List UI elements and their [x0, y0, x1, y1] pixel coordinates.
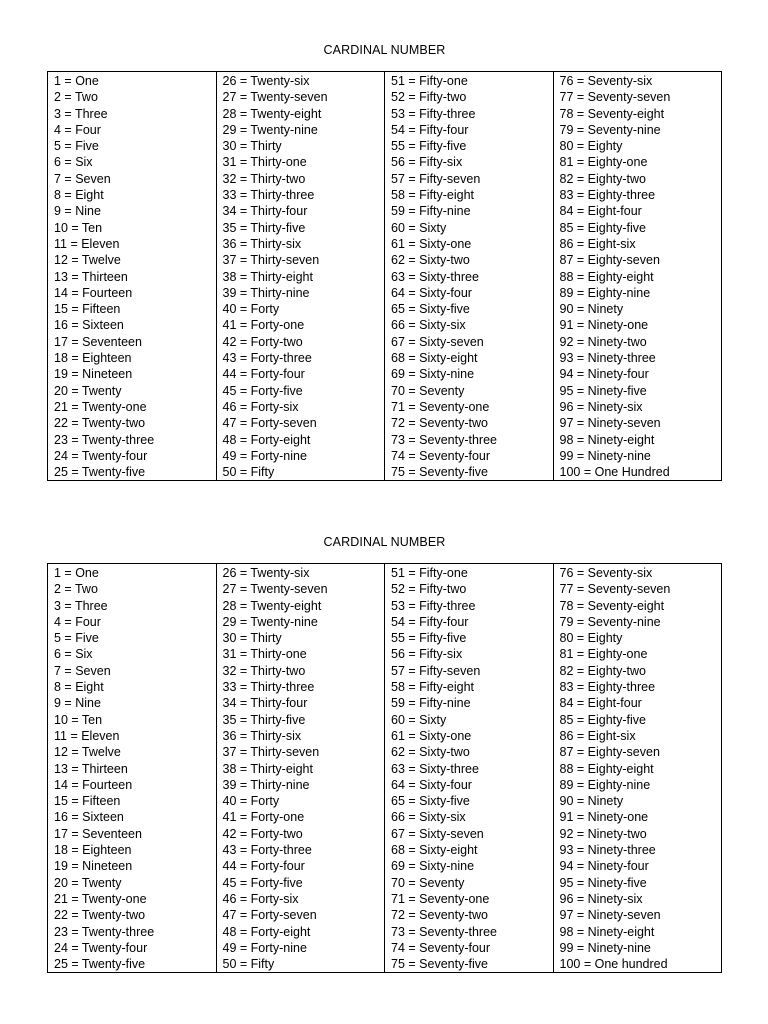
table-cell: 67 = Sixty-seven	[391, 334, 484, 349]
table-cell: 42 = Forty-two	[222, 334, 303, 349]
table-cell: 42 = Forty-two	[222, 826, 303, 841]
number-table	[47, 71, 722, 481]
table-cell: 88 = Eighty-eight	[559, 761, 654, 776]
table-cell: 77 = Seventy-seven	[559, 582, 671, 597]
table-cell: 13 = Thirteen	[54, 761, 128, 776]
table-cell: 88 = Eighty-eight	[559, 269, 654, 284]
table-cell: 81 = Eighty-one	[559, 647, 648, 662]
table-cell: 12 = Twelve	[54, 253, 121, 268]
table-cell: 76 = Seventy-six	[559, 74, 653, 88]
table-cell: 18 = Eighteen	[54, 843, 132, 858]
table-cell: 32 = Thirty-two	[222, 663, 306, 678]
table-cell: 67 = Sixty-seven	[391, 826, 484, 841]
table-cell: 53 = Fifty-three	[391, 598, 476, 613]
table-cell: 41 = Forty-one	[222, 318, 305, 333]
table-cell: 2 = Two	[54, 582, 98, 597]
table-cell: 20 = Twenty	[54, 875, 122, 890]
table-cell: 59 = Fifty-nine	[391, 696, 471, 711]
table-cell: 23 = Twenty-three	[54, 432, 155, 447]
table-cell: 77 = Seventy-seven	[559, 90, 671, 105]
table-cell: 40 = Forty	[222, 794, 280, 809]
table-cell: 46 = Forty-six	[222, 399, 299, 414]
table-cell: 99 = Ninety-nine	[559, 940, 651, 955]
table-cell: 40 = Forty	[222, 302, 280, 317]
table-cell: 37 = Thirty-seven	[222, 253, 320, 268]
cardinal-number-section-2	[47, 534, 722, 973]
table-cell: 84 = Eight-four	[559, 696, 642, 711]
table-cell: 32 = Thirty-two	[222, 171, 306, 186]
table-cell: 70 = Seventy	[391, 383, 465, 398]
table-cell: 60 = Sixty	[391, 220, 447, 235]
table-cell: 68 = Sixty-eight	[391, 843, 478, 858]
table-cell: 27 = Twenty-seven	[222, 582, 328, 597]
table-cell: 58 = Fifty-eight	[391, 680, 475, 695]
table-cell: 90 = Ninety	[559, 302, 624, 317]
table-cell: 22 = Twenty-two	[54, 416, 146, 431]
number-table	[47, 563, 722, 973]
table-cell: 15 = Fifteen	[54, 302, 121, 317]
table-cell: 10 = Ten	[54, 712, 103, 727]
table-cell: 59 = Fifty-nine	[391, 204, 471, 219]
table-cell: 66 = Sixty-six	[391, 810, 466, 825]
table-cell: 86 = Eight-six	[559, 728, 636, 743]
table-cell: 9 = Nine	[54, 204, 101, 219]
table-cell: 28 = Twenty-eight	[222, 598, 322, 613]
table-cell: 4 = Four	[54, 614, 101, 629]
table-cell: 12 = Twelve	[54, 745, 121, 760]
table-cell: 74 = Seventy-four	[391, 940, 491, 955]
table-cell: 49 = Forty-nine	[222, 448, 307, 463]
table-cell: 47 = Forty-seven	[222, 908, 317, 923]
table-cell: 58 = Fifty-eight	[391, 188, 475, 203]
table-cell: 85 = Eighty-five	[559, 712, 647, 727]
table-cell: 4 = Four	[54, 122, 101, 137]
table-cell: 3 = Three	[54, 106, 108, 121]
table-cell: 95 = Ninety-five	[559, 383, 647, 398]
table-cell: 49 = Forty-nine	[222, 940, 307, 955]
table-cell: 61 = Sixty-one	[391, 728, 472, 743]
table-cell: 3 = Three	[54, 598, 108, 613]
table-cell: 45 = Forty-five	[222, 875, 303, 890]
table-cell: 60 = Sixty	[391, 712, 447, 727]
table-cell: 83 = Eighty-three	[559, 680, 656, 695]
table-cell: 23 = Twenty-three	[54, 924, 155, 939]
table-cell: 44 = Forty-four	[222, 859, 305, 874]
table-cell: 21 = Twenty-one	[54, 399, 147, 414]
table-cell: 39 = Thirty-nine	[222, 285, 310, 300]
table-cell: 19 = Nineteen	[54, 367, 133, 382]
table-cell: 75 = Seventy-five	[391, 465, 488, 480]
table-cell: 71 = Seventy-one	[391, 399, 490, 414]
table-column-3	[385, 72, 554, 480]
table-cell: 56 = Fifty-six	[391, 155, 463, 170]
table-cell: 20 = Twenty	[54, 383, 122, 398]
table-cell: 81 = Eighty-one	[559, 155, 648, 170]
table-cell: 97 = Ninety-seven	[559, 908, 661, 923]
table-cell: 63 = Sixty-three	[391, 761, 479, 776]
table-cell: 36 = Thirty-six	[222, 728, 302, 743]
table-cell: 11 = Eleven	[54, 728, 120, 743]
table-cell: 94 = Ninety-four	[559, 367, 649, 382]
table-cell: 99 = Ninety-nine	[559, 448, 651, 463]
table-cell: 37 = Thirty-seven	[222, 745, 320, 760]
table-cell: 55 = Fifty-five	[391, 631, 467, 646]
table-cell: 61 = Sixty-one	[391, 236, 472, 251]
table-cell: 46 = Forty-six	[222, 891, 299, 906]
table-cell: 76 = Seventy-six	[559, 566, 653, 580]
table-cell: 34 = Thirty-four	[222, 696, 308, 711]
table-cell: 14 = Fourteen	[54, 285, 133, 300]
table-column-1	[48, 564, 217, 972]
table-cell: 31 = Thirty-one	[222, 647, 307, 662]
table-cell: 73 = Seventy-three	[391, 432, 497, 447]
table-cell: 24 = Twenty-four	[54, 940, 148, 955]
table-cell: 35 = Thirty-five	[222, 712, 306, 727]
table-cell: 93 = Ninety-three	[559, 843, 656, 858]
table-column-2	[217, 564, 386, 972]
table-cell: 87 = Eighty-seven	[559, 253, 660, 268]
table-cell: 39 = Thirty-nine	[222, 777, 310, 792]
table-cell: 51 = Fifty-one	[391, 566, 468, 580]
table-cell: 85 = Eighty-five	[559, 220, 647, 235]
table-cell: 84 = Eight-four	[559, 204, 642, 219]
table-cell: 19 = Nineteen	[54, 859, 133, 874]
table-cell: 64 = Sixty-four	[391, 777, 472, 792]
table-cell: 1 = One	[54, 74, 99, 88]
table-cell: 69 = Sixty-nine	[391, 367, 475, 382]
table-cell: 10 = Ten	[54, 220, 103, 235]
table-cell: 30 = Thirty	[222, 139, 282, 154]
table-cell: 14 = Fourteen	[54, 777, 133, 792]
table-cell: 33 = Thirty-three	[222, 188, 315, 203]
table-cell: 69 = Sixty-nine	[391, 859, 475, 874]
table-cell: 87 = Eighty-seven	[559, 745, 660, 760]
table-cell: 29 = Twenty-nine	[222, 614, 318, 629]
table-cell: 62 = Sixty-two	[391, 253, 470, 268]
table-cell: 11 = Eleven	[54, 236, 120, 251]
table-cell: 72 = Seventy-two	[391, 416, 488, 431]
table-cell: 16 = Sixteen	[54, 810, 124, 825]
table-cell: 78 = Seventy-eight	[559, 106, 665, 121]
table-column-3	[385, 564, 554, 972]
table-cell: 89 = Eighty-nine	[559, 777, 651, 792]
table-cell: 47 = Forty-seven	[222, 416, 317, 431]
table-cell: 50 = Fifty	[222, 465, 275, 480]
table-cell: 48 = Forty-eight	[222, 432, 311, 447]
table-cell: 52 = Fifty-two	[391, 582, 467, 597]
table-cell: 91 = Ninety-one	[559, 810, 649, 825]
table-cell: 25 = Twenty-five	[54, 465, 146, 480]
table-cell: 57 = Fifty-seven	[391, 171, 481, 186]
table-cell: 1 = One	[54, 566, 99, 580]
table-cell: 78 = Seventy-eight	[559, 598, 665, 613]
table-cell: 80 = Eighty	[559, 631, 623, 646]
table-cell: 96 = Ninety-six	[559, 399, 643, 414]
table-cell: 86 = Eight-six	[559, 236, 636, 251]
table-cell: 82 = Eighty-two	[559, 171, 647, 186]
table-cell: 56 = Fifty-six	[391, 647, 463, 662]
table-column-1	[48, 72, 217, 480]
table-cell: 27 = Twenty-seven	[222, 90, 328, 105]
table-cell: 73 = Seventy-three	[391, 924, 497, 939]
table-cell: 33 = Thirty-three	[222, 680, 315, 695]
table-cell: 65 = Sixty-five	[391, 302, 470, 317]
table-cell: 15 = Fifteen	[54, 794, 121, 809]
table-cell: 16 = Sixteen	[54, 318, 124, 333]
table-cell: 75 = Seventy-five	[391, 957, 488, 972]
table-cell: 25 = Twenty-five	[54, 957, 146, 972]
table-cell: 66 = Sixty-six	[391, 318, 466, 333]
table-cell: 35 = Thirty-five	[222, 220, 306, 235]
table-cell: 71 = Seventy-one	[391, 891, 490, 906]
table-column-4	[554, 72, 722, 480]
table-cell: 95 = Ninety-five	[559, 875, 647, 890]
table-cell: 55 = Fifty-five	[391, 139, 467, 154]
section-title: CARDINAL NUMBER	[323, 535, 446, 549]
table-cell: 92 = Ninety-two	[559, 826, 647, 841]
table-cell: 38 = Thirty-eight	[222, 761, 313, 776]
cardinal-number-section-1	[47, 42, 722, 481]
table-cell: 89 = Eighty-nine	[559, 285, 651, 300]
table-cell: 97 = Ninety-seven	[559, 416, 661, 431]
table-cell: 26 = Twenty-six	[222, 74, 310, 88]
table-cell: 5 = Five	[54, 631, 99, 646]
table-cell: 79 = Seventy-nine	[559, 122, 661, 137]
table-cell: 31 = Thirty-one	[222, 155, 307, 170]
table-cell: 44 = Forty-four	[222, 367, 305, 382]
table-cell: 53 = Fifty-three	[391, 106, 476, 121]
table-cell: 54 = Fifty-four	[391, 122, 469, 137]
table-cell: 83 = Eighty-three	[559, 188, 656, 203]
table-cell: 13 = Thirteen	[54, 269, 128, 284]
table-cell: 93 = Ninety-three	[559, 351, 656, 366]
table-cell: 18 = Eighteen	[54, 351, 132, 366]
table-cell: 92 = Ninety-two	[559, 334, 647, 349]
table-cell: 8 = Eight	[54, 680, 104, 695]
table-cell: 48 = Forty-eight	[222, 924, 311, 939]
table-cell: 30 = Thirty	[222, 631, 282, 646]
table-cell: 17 = Seventeen	[54, 826, 142, 841]
table-cell: 34 = Thirty-four	[222, 204, 308, 219]
table-cell: 65 = Sixty-five	[391, 794, 470, 809]
table-cell: 45 = Forty-five	[222, 383, 303, 398]
table-cell: 38 = Thirty-eight	[222, 269, 313, 284]
table-cell: 36 = Thirty-six	[222, 236, 302, 251]
section-title: CARDINAL NUMBER	[323, 43, 446, 57]
table-cell: 100 = One hundred	[559, 957, 668, 972]
table-cell: 57 = Fifty-seven	[391, 663, 481, 678]
table-cell: 70 = Seventy	[391, 875, 465, 890]
table-cell: 72 = Seventy-two	[391, 908, 488, 923]
table-cell: 41 = Forty-one	[222, 810, 305, 825]
table-cell: 22 = Twenty-two	[54, 908, 146, 923]
table-cell: 64 = Sixty-four	[391, 285, 472, 300]
table-cell: 63 = Sixty-three	[391, 269, 479, 284]
table-cell: 62 = Sixty-two	[391, 745, 470, 760]
table-cell: 100 = One Hundred	[559, 465, 670, 480]
table-cell: 68 = Sixty-eight	[391, 351, 478, 366]
table-cell: 96 = Ninety-six	[559, 891, 643, 906]
table-cell: 5 = Five	[54, 139, 99, 154]
table-cell: 50 = Fifty	[222, 957, 275, 972]
table-cell: 94 = Ninety-four	[559, 859, 649, 874]
table-cell: 54 = Fifty-four	[391, 614, 469, 629]
table-cell: 2 = Two	[54, 90, 98, 105]
table-cell: 29 = Twenty-nine	[222, 122, 318, 137]
table-cell: 17 = Seventeen	[54, 334, 142, 349]
table-cell: 9 = Nine	[54, 696, 101, 711]
table-cell: 51 = Fifty-one	[391, 74, 468, 88]
table-cell: 52 = Fifty-two	[391, 90, 467, 105]
table-cell: 28 = Twenty-eight	[222, 106, 322, 121]
table-cell: 24 = Twenty-four	[54, 448, 148, 463]
table-cell: 26 = Twenty-six	[222, 566, 310, 580]
table-column-2	[217, 72, 386, 480]
table-cell: 91 = Ninety-one	[559, 318, 649, 333]
table-cell: 6 = Six	[54, 155, 93, 170]
table-cell: 90 = Ninety	[559, 794, 624, 809]
table-cell: 43 = Forty-three	[222, 843, 312, 858]
table-column-4	[554, 564, 722, 972]
table-cell: 82 = Eighty-two	[559, 663, 647, 678]
table-cell: 8 = Eight	[54, 188, 104, 203]
table-cell: 98 = Ninety-eight	[559, 432, 655, 447]
table-cell: 7 = Seven	[54, 663, 111, 678]
table-cell: 74 = Seventy-four	[391, 448, 491, 463]
table-cell: 6 = Six	[54, 647, 93, 662]
table-cell: 21 = Twenty-one	[54, 891, 147, 906]
table-cell: 43 = Forty-three	[222, 351, 312, 366]
table-cell: 79 = Seventy-nine	[559, 614, 661, 629]
table-cell: 98 = Ninety-eight	[559, 924, 655, 939]
table-cell: 80 = Eighty	[559, 139, 623, 154]
table-cell: 7 = Seven	[54, 171, 111, 186]
